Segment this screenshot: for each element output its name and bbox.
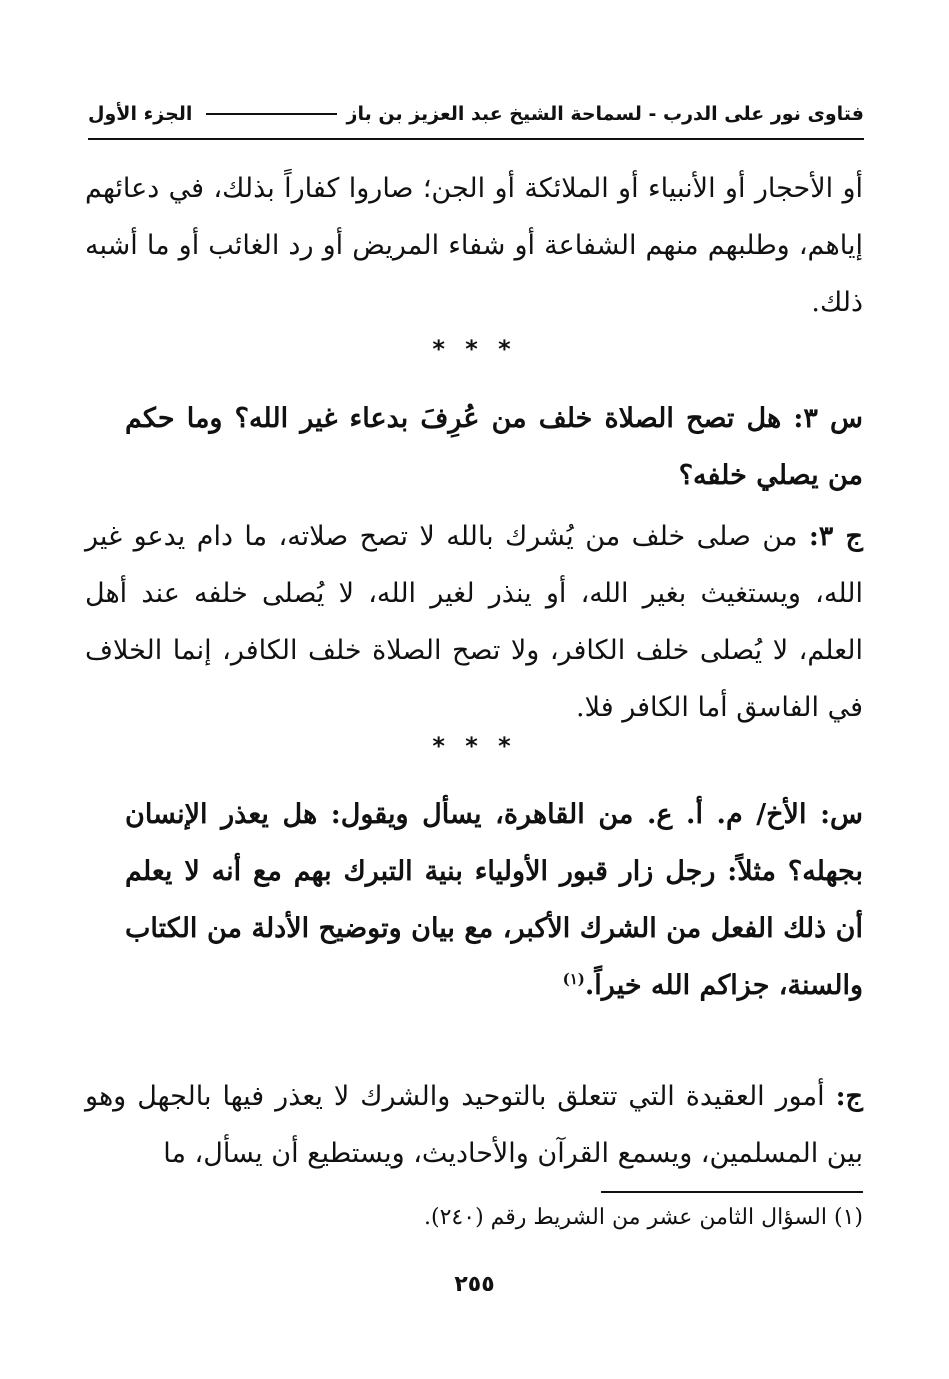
- question-4-label: س:: [820, 799, 863, 830]
- running-header: [88, 96, 864, 132]
- header-rule: [88, 138, 864, 140]
- answer-3-label: ج ٣:: [808, 521, 863, 552]
- answer-4-label: ج:: [835, 1081, 863, 1112]
- answer-4: [85, 1068, 863, 1182]
- question-3-label: س ٣:: [793, 403, 864, 434]
- question-4-text: الأخ/ م. أ. ع. من القاهرة، يسأل ويقول: هل يعذر الإنسان بجهله؟ مثلاً: رجل زار قبور الأولياء بنية التبرك بهم مع أنه لا يعلم أن ذلك الفعل من الشرك الأكبر، مع بيان وتوضيح الأدلة من الكتاب والسنة، جزاكم الله خيراً.: [125, 799, 863, 1001]
- answer-3-text: من صلى خلف من يُشرك بالله لا تصح صلاته، ما دام يدعو غير الله، ويستغيث بغير الله، أو ينذر لغير الله، لا يُصلى خلفه عند أهل العلم، لا يُصلى خلف الكافر، ولا تصح الصلاة خلف الكافر، إنما الخلاف في الفاسق أما الكافر فلا.: [85, 521, 863, 723]
- answer-3: [85, 508, 863, 736]
- question-3-text: هل تصح الصلاة خلف من عُرِفَ بدعاء غير الله؟ وما حكم من يصلي خلفه؟: [125, 403, 863, 491]
- section-separator: * * *: [432, 335, 517, 363]
- footnote-reference: (١): [562, 970, 585, 988]
- footnote: (١) السؤال الثامن عشر من الشريط رقم (٢٤٠).: [424, 1205, 863, 1230]
- page-number: ٢٥٥: [454, 1272, 495, 1297]
- header-title: فتاوى نور على الدرب - لسماحة الشيخ عبد العزيز بن باز: [346, 103, 864, 125]
- header-part: الجزء الأول: [88, 103, 193, 125]
- section-separator: * * *: [432, 732, 517, 760]
- paragraph-continuation: أو الأحجار أو الأنبياء أو الملائكة أو الجن؛ صاروا كفاراً بذلك، في دعائهم إياهم، وطلبهم منهم الشفاعة أو شفاء المريض أو رد الغائب أو ما أشبه ذلك.: [85, 173, 863, 318]
- question-4: [125, 786, 863, 1014]
- footnote-rule: [601, 1191, 863, 1193]
- question-3: [125, 390, 863, 504]
- header-dash-line: [206, 113, 336, 115]
- answer-4-text: أمور العقيدة التي تتعلق بالتوحيد والشرك لا يعذر فيها بالجهل وهو بين المسلمين، ويسمع القرآن والأحاديث، ويستطيع أن يسأل، ما: [85, 1081, 863, 1169]
